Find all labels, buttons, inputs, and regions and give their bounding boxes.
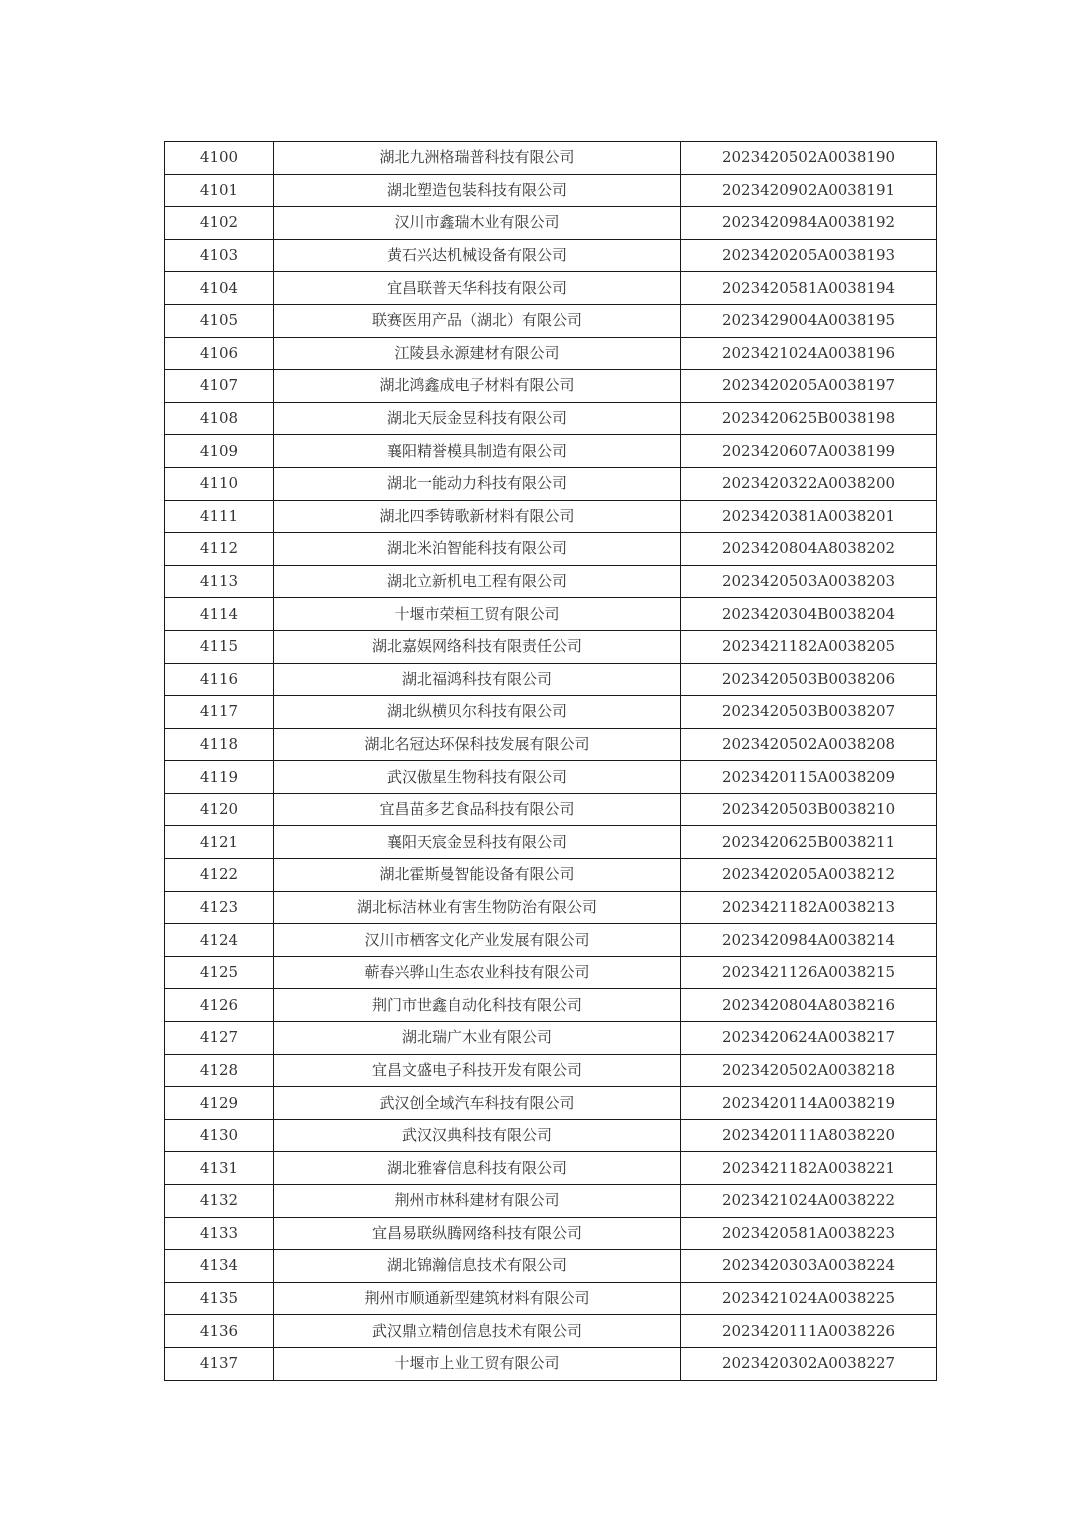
registration-code-cell: 2023420205A0038193 xyxy=(681,239,937,272)
company-name-cell: 湖北九洲格瑞普科技有限公司 xyxy=(274,142,681,175)
registration-code-cell: 2023420115A0038209 xyxy=(681,761,937,794)
company-name-cell: 荆州市林科建材有限公司 xyxy=(274,1185,681,1218)
row-number-cell: 4126 xyxy=(165,989,274,1022)
company-name-cell: 武汉傲星生物科技有限公司 xyxy=(274,761,681,794)
registration-code-cell: 2023420205A0038197 xyxy=(681,370,937,403)
registration-code-cell: 2023420902A0038191 xyxy=(681,174,937,207)
row-number-cell: 4115 xyxy=(165,630,274,663)
table-row xyxy=(165,1315,937,1348)
registration-code-cell: 2023420984A0038214 xyxy=(681,924,937,957)
table-row xyxy=(165,924,937,957)
company-name-cell: 湖北四季铸歌新材料有限公司 xyxy=(274,500,681,533)
company-name-cell: 湖北名冠达环保科技发展有限公司 xyxy=(274,728,681,761)
company-name-cell: 汉川市栖客文化产业发展有限公司 xyxy=(274,924,681,957)
registration-code-cell: 2023421024A0038196 xyxy=(681,337,937,370)
row-number-cell: 4113 xyxy=(165,565,274,598)
table-row xyxy=(165,663,937,696)
row-number-cell: 4134 xyxy=(165,1250,274,1283)
table-row xyxy=(165,402,937,435)
registration-code-cell: 2023420322A0038200 xyxy=(681,467,937,500)
registration-code-cell: 2023420205A0038212 xyxy=(681,859,937,892)
row-number-cell: 4112 xyxy=(165,533,274,566)
table-row xyxy=(165,1087,937,1120)
table-row xyxy=(165,1054,937,1087)
row-number-cell: 4125 xyxy=(165,956,274,989)
row-number-cell: 4137 xyxy=(165,1347,274,1380)
table-row xyxy=(165,826,937,859)
company-name-cell: 湖北纵横贝尔科技有限公司 xyxy=(274,696,681,729)
registration-code-cell: 2023420111A8038220 xyxy=(681,1119,937,1152)
table-row xyxy=(165,1119,937,1152)
row-number-cell: 4127 xyxy=(165,1022,274,1055)
row-number-cell: 4123 xyxy=(165,891,274,924)
table-body xyxy=(165,142,937,1381)
row-number-cell: 4110 xyxy=(165,467,274,500)
table-row xyxy=(165,598,937,631)
row-number-cell: 4130 xyxy=(165,1119,274,1152)
table-row xyxy=(165,174,937,207)
registration-code-cell: 2023420381A0038201 xyxy=(681,500,937,533)
company-registry-table xyxy=(164,141,937,1381)
company-name-cell: 荆门市世鑫自动化科技有限公司 xyxy=(274,989,681,1022)
row-number-cell: 4120 xyxy=(165,793,274,826)
row-number-cell: 4116 xyxy=(165,663,274,696)
registration-code-cell: 2023421024A0038225 xyxy=(681,1282,937,1315)
registration-code-cell: 2023420111A0038226 xyxy=(681,1315,937,1348)
company-name-cell: 江陵县永源建材有限公司 xyxy=(274,337,681,370)
company-name-cell: 宜昌文盛电子科技开发有限公司 xyxy=(274,1054,681,1087)
registration-code-cell: 2023420804A8038202 xyxy=(681,533,937,566)
registration-code-cell: 2023420624A0038217 xyxy=(681,1022,937,1055)
table-row xyxy=(165,337,937,370)
row-number-cell: 4133 xyxy=(165,1217,274,1250)
company-name-cell: 襄阳精誉模具制造有限公司 xyxy=(274,435,681,468)
row-number-cell: 4111 xyxy=(165,500,274,533)
company-name-cell: 湖北立新机电工程有限公司 xyxy=(274,565,681,598)
company-name-cell: 湖北天辰金昱科技有限公司 xyxy=(274,402,681,435)
registration-code-cell: 2023420625B0038198 xyxy=(681,402,937,435)
row-number-cell: 4107 xyxy=(165,370,274,403)
table-row xyxy=(165,1185,937,1218)
row-number-cell: 4135 xyxy=(165,1282,274,1315)
table-row xyxy=(165,1347,937,1380)
table-row xyxy=(165,1022,937,1055)
registration-code-cell: 2023421182A0038221 xyxy=(681,1152,937,1185)
company-name-cell: 湖北雅睿信息科技有限公司 xyxy=(274,1152,681,1185)
company-name-cell: 湖北标洁林业有害生物防治有限公司 xyxy=(274,891,681,924)
table-row xyxy=(165,370,937,403)
registration-code-cell: 2023420303A0038224 xyxy=(681,1250,937,1283)
row-number-cell: 4100 xyxy=(165,142,274,175)
table-row xyxy=(165,989,937,1022)
registration-code-cell: 2023420302A0038227 xyxy=(681,1347,937,1380)
table-row xyxy=(165,1282,937,1315)
row-number-cell: 4102 xyxy=(165,207,274,240)
table-row xyxy=(165,467,937,500)
registration-code-cell: 2023420503B0038207 xyxy=(681,696,937,729)
company-name-cell: 宜昌联普天华科技有限公司 xyxy=(274,272,681,305)
registration-code-cell: 2023420503B0038206 xyxy=(681,663,937,696)
row-number-cell: 4136 xyxy=(165,1315,274,1348)
company-name-cell: 湖北一能动力科技有限公司 xyxy=(274,467,681,500)
table-row xyxy=(165,500,937,533)
company-name-cell: 黄石兴达机械设备有限公司 xyxy=(274,239,681,272)
table-row xyxy=(165,630,937,663)
registration-code-cell: 2023420581A0038223 xyxy=(681,1217,937,1250)
row-number-cell: 4114 xyxy=(165,598,274,631)
company-name-cell: 宜昌易联纵腾网络科技有限公司 xyxy=(274,1217,681,1250)
table-row xyxy=(165,272,937,305)
table-row xyxy=(165,1250,937,1283)
company-name-cell: 武汉创全域汽车科技有限公司 xyxy=(274,1087,681,1120)
registration-code-cell: 2023421024A0038222 xyxy=(681,1185,937,1218)
table-row xyxy=(165,304,937,337)
table-row xyxy=(165,142,937,175)
table-row xyxy=(165,1152,937,1185)
registration-code-cell: 2023421126A0038215 xyxy=(681,956,937,989)
row-number-cell: 4119 xyxy=(165,761,274,794)
table-row xyxy=(165,761,937,794)
registration-code-cell: 2023420625B0038211 xyxy=(681,826,937,859)
table-row xyxy=(165,239,937,272)
table-row xyxy=(165,956,937,989)
registration-code-cell: 2023420804A8038216 xyxy=(681,989,937,1022)
company-name-cell: 蕲春兴骅山生态农业科技有限公司 xyxy=(274,956,681,989)
table-row xyxy=(165,696,937,729)
company-name-cell: 十堰市上业工贸有限公司 xyxy=(274,1347,681,1380)
registration-code-cell: 2023420581A0038194 xyxy=(681,272,937,305)
company-name-cell: 联赛医用产品（湖北）有限公司 xyxy=(274,304,681,337)
table-row xyxy=(165,793,937,826)
row-number-cell: 4105 xyxy=(165,304,274,337)
company-name-cell: 湖北瑞广木业有限公司 xyxy=(274,1022,681,1055)
table-row xyxy=(165,565,937,598)
table-row xyxy=(165,891,937,924)
company-name-cell: 湖北米泊智能科技有限公司 xyxy=(274,533,681,566)
table-row xyxy=(165,435,937,468)
row-number-cell: 4108 xyxy=(165,402,274,435)
company-name-cell: 宜昌苗多艺食品科技有限公司 xyxy=(274,793,681,826)
company-name-cell: 汉川市鑫瑞木业有限公司 xyxy=(274,207,681,240)
registration-code-cell: 2023420502A0038218 xyxy=(681,1054,937,1087)
table-row xyxy=(165,533,937,566)
registration-code-cell: 2023420503A0038203 xyxy=(681,565,937,598)
row-number-cell: 4131 xyxy=(165,1152,274,1185)
row-number-cell: 4106 xyxy=(165,337,274,370)
company-name-cell: 武汉鼎立精创信息技术有限公司 xyxy=(274,1315,681,1348)
row-number-cell: 4129 xyxy=(165,1087,274,1120)
registration-code-cell: 2023429004A0038195 xyxy=(681,304,937,337)
company-name-cell: 荆州市顺通新型建筑材料有限公司 xyxy=(274,1282,681,1315)
row-number-cell: 4101 xyxy=(165,174,274,207)
row-number-cell: 4104 xyxy=(165,272,274,305)
registration-code-cell: 2023420304B0038204 xyxy=(681,598,937,631)
registration-code-cell: 2023420502A0038190 xyxy=(681,142,937,175)
row-number-cell: 4103 xyxy=(165,239,274,272)
row-number-cell: 4128 xyxy=(165,1054,274,1087)
registration-code-cell: 2023420502A0038208 xyxy=(681,728,937,761)
registration-code-cell: 2023421182A0038205 xyxy=(681,630,937,663)
company-name-cell: 湖北鸿鑫成电子材料有限公司 xyxy=(274,370,681,403)
registration-code-cell: 2023421182A0038213 xyxy=(681,891,937,924)
row-number-cell: 4118 xyxy=(165,728,274,761)
company-name-cell: 湖北霍斯曼智能设备有限公司 xyxy=(274,859,681,892)
company-name-cell: 襄阳天宸金昱科技有限公司 xyxy=(274,826,681,859)
row-number-cell: 4132 xyxy=(165,1185,274,1218)
row-number-cell: 4109 xyxy=(165,435,274,468)
table-row xyxy=(165,207,937,240)
row-number-cell: 4117 xyxy=(165,696,274,729)
registration-code-cell: 2023420984A0038192 xyxy=(681,207,937,240)
company-name-cell: 湖北锦瀚信息技术有限公司 xyxy=(274,1250,681,1283)
company-name-cell: 湖北福鸿科技有限公司 xyxy=(274,663,681,696)
registration-code-cell: 2023420503B0038210 xyxy=(681,793,937,826)
registration-code-cell: 2023420114A0038219 xyxy=(681,1087,937,1120)
registration-code-cell: 2023420607A0038199 xyxy=(681,435,937,468)
row-number-cell: 4122 xyxy=(165,859,274,892)
row-number-cell: 4124 xyxy=(165,924,274,957)
company-name-cell: 湖北嘉娱网络科技有限责任公司 xyxy=(274,630,681,663)
table-row xyxy=(165,1217,937,1250)
row-number-cell: 4121 xyxy=(165,826,274,859)
company-name-cell: 湖北塑造包装科技有限公司 xyxy=(274,174,681,207)
company-name-cell: 武汉汉典科技有限公司 xyxy=(274,1119,681,1152)
table-row xyxy=(165,859,937,892)
company-name-cell: 十堰市荣桓工贸有限公司 xyxy=(274,598,681,631)
table-row xyxy=(165,728,937,761)
